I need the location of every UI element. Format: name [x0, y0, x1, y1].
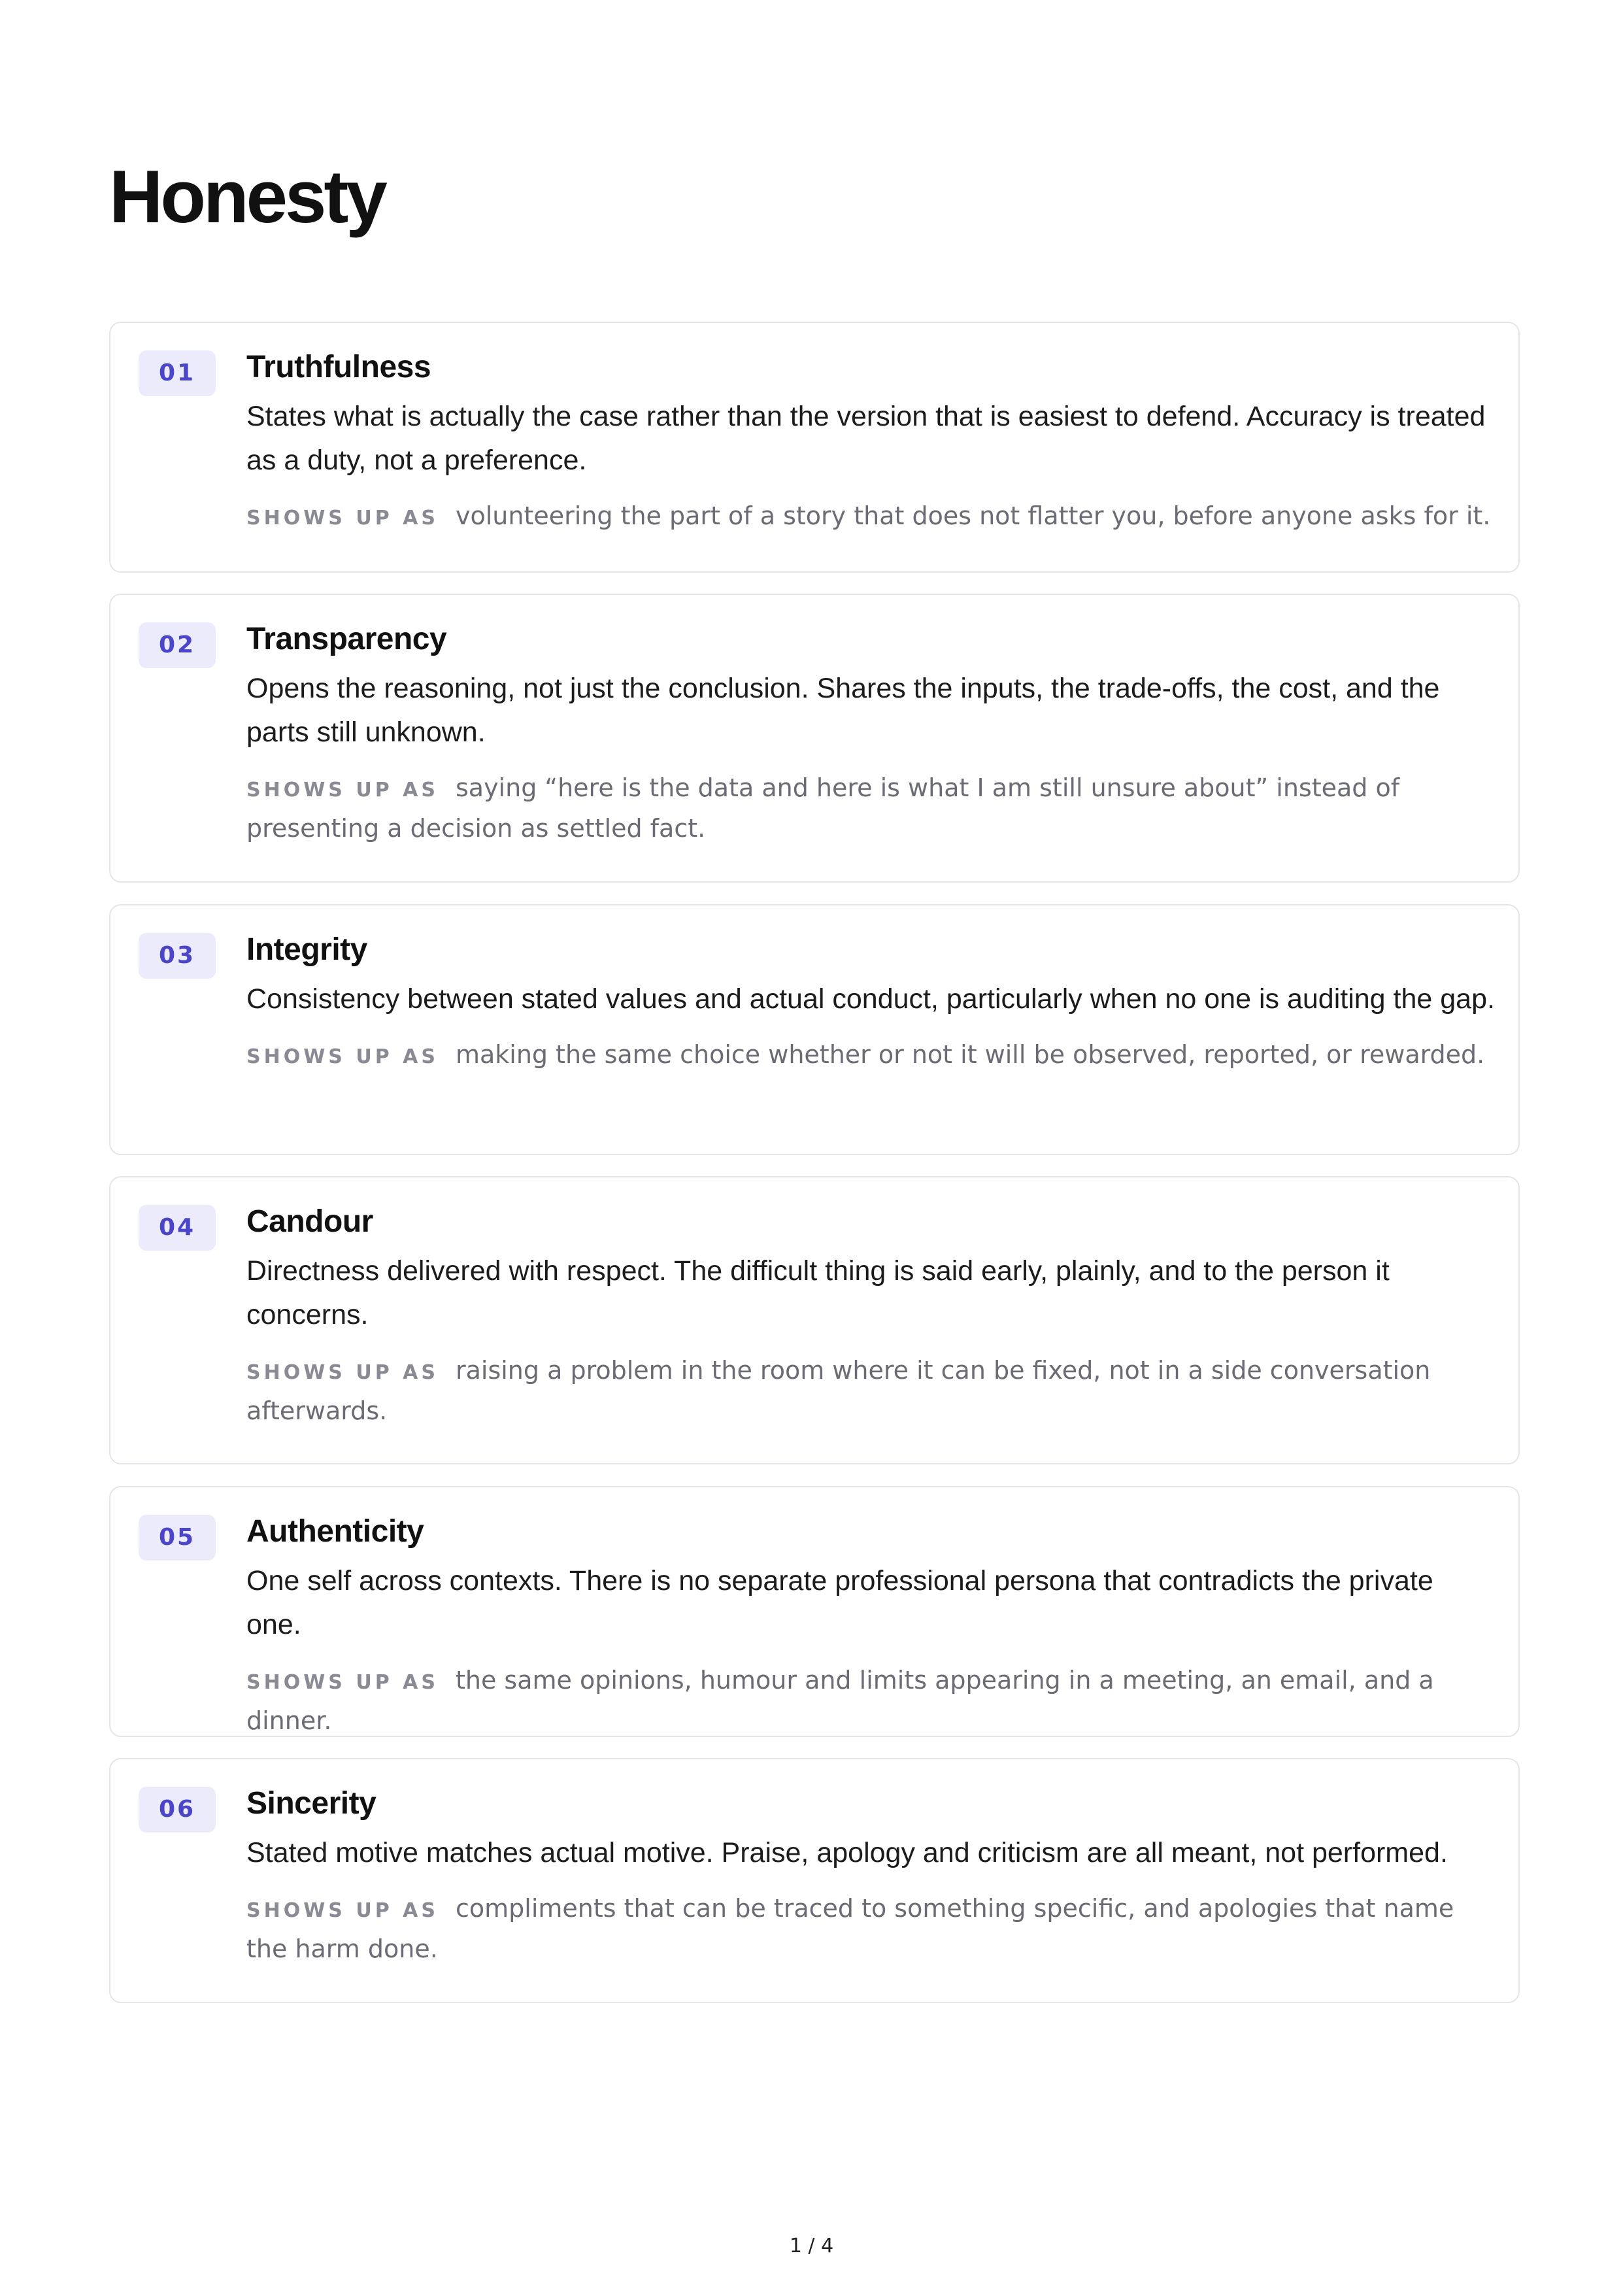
- card-content: [246, 618, 1495, 848]
- shows-up-as-label: SHOWS UP AS: [246, 1045, 439, 1068]
- card-example: [246, 497, 1495, 537]
- card-title: Transparency: [246, 622, 447, 656]
- example-text: saying “here is the data and here is what I am still unsure about” instead of presenting a decision as settled fact.: [246, 773, 1400, 843]
- card-example: [246, 1351, 1495, 1430]
- example-text: volunteering the part of a story that does not flatter you, before anyone asks for it.: [455, 501, 1491, 530]
- shows-up-as-label: SHOWS UP AS: [246, 779, 439, 802]
- shows-up-as-label: SHOWS UP AS: [246, 1361, 439, 1384]
- card-number-badge: 01: [139, 350, 216, 396]
- card-example: [246, 1889, 1495, 1968]
- card-number-badge: 05: [139, 1515, 216, 1561]
- card-example: [246, 1661, 1495, 1740]
- card-example: [246, 769, 1495, 848]
- value-card-truthfulness: [109, 322, 1520, 573]
- value-card-candour: [109, 1176, 1520, 1464]
- shows-up-as-label: SHOWS UP AS: [246, 1899, 439, 1922]
- card-description: One self across contexts. There is no separate professional persona that contradicts the private one.: [246, 1565, 1433, 1640]
- card-content: [246, 929, 1495, 1076]
- card-number-badge: 06: [139, 1787, 216, 1832]
- card-content: [246, 1783, 1495, 1968]
- value-card-authenticity: [109, 1486, 1520, 1737]
- card-description: Opens the reasoning, not just the conclusion. Shares the inputs, the trade-offs, the cost, and the parts still unknown.: [246, 673, 1440, 748]
- value-card-sincerity: [109, 1758, 1520, 2003]
- value-card-integrity: [109, 904, 1520, 1155]
- card-number-badge: 02: [139, 622, 216, 668]
- page-title: Honesty: [109, 156, 385, 239]
- card-title: Authenticity: [246, 1514, 424, 1549]
- card-description: States what is actually the case rather than the version that is easiest to defend. Accuracy is treated as a duty, not a preference.: [246, 401, 1486, 476]
- card-title: Truthfulness: [246, 350, 431, 384]
- card-content: [246, 1511, 1495, 1740]
- card-description: Stated motive matches actual motive. Praise, apology and criticism are all meant, not performed.: [246, 1837, 1448, 1868]
- example-text: raising a problem in the room where it can be fixed, not in a side conversation afterwards.: [246, 1356, 1431, 1425]
- card-content: [246, 1201, 1495, 1430]
- example-text: making the same choice whether or not it will be observed, reported, or rewarded.: [455, 1040, 1485, 1069]
- card-number-badge: 04: [139, 1205, 216, 1251]
- card-title: Candour: [246, 1204, 373, 1239]
- shows-up-as-label: SHOWS UP AS: [246, 507, 439, 530]
- card-number-badge: 03: [139, 933, 216, 979]
- card-description: Directness delivered with respect. The difficult thing is said early, plainly, and to the person it concerns.: [246, 1255, 1390, 1330]
- card-title: Sincerity: [246, 1786, 376, 1821]
- example-text: compliments that can be traced to something specific, and apologies that name the harm done.: [246, 1894, 1454, 1963]
- value-card-transparency: [109, 594, 1520, 883]
- card-content: [246, 346, 1495, 537]
- example-text: the same opinions, humour and limits appearing in a meeting, an email, and a dinner.: [246, 1666, 1434, 1735]
- card-example: [246, 1036, 1495, 1076]
- shows-up-as-label: SHOWS UP AS: [246, 1671, 439, 1694]
- card-description: Consistency between stated values and actual conduct, particularly when no one is auditing the gap.: [246, 983, 1495, 1015]
- page-number: 1 / 4: [789, 2235, 834, 2257]
- card-title: Integrity: [246, 932, 367, 967]
